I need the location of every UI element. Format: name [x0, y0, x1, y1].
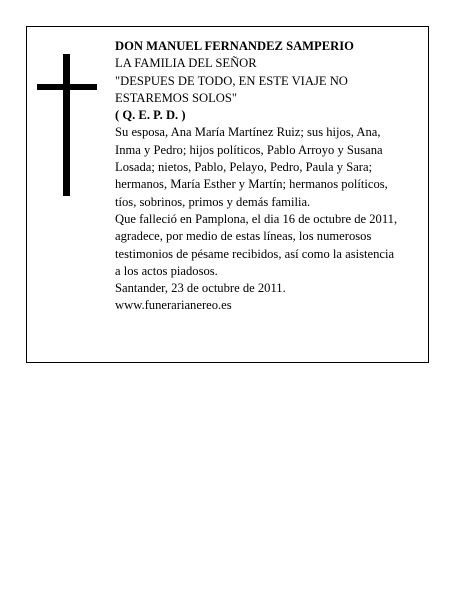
- body-line: Losada; nietos, Pablo, Pelayo, Pedro, Paula y Sara;: [115, 160, 373, 175]
- body-line: agradece, por medio de estas líneas, los numerosos: [115, 229, 372, 244]
- body-line: tíos, sobrinos, primos y demás familia.: [115, 194, 311, 209]
- cross-horizontal-bar: [37, 84, 97, 90]
- body-line: testimonios de pésame recibidos, así como la asistencia: [115, 246, 395, 261]
- cross-vertical-bar: [63, 54, 70, 196]
- rip-line: ( Q. E. P. D. ): [115, 108, 186, 123]
- family-line: LA FAMILIA DEL SEÑOR: [115, 56, 257, 71]
- body-line: Su esposa, Ana María Martínez Ruiz; sus hijos, Ana,: [115, 125, 381, 140]
- deceased-name: DON MANUEL FERNANDEZ SAMPERIO: [115, 39, 354, 53]
- quote-line: ESTAREMOS SOLOS": [115, 90, 238, 105]
- body-line: a los actos piadosos.: [115, 263, 218, 278]
- quote-line: "DESPUES DE TODO, EN ESTE VIAJE NO: [115, 73, 348, 88]
- body-line: Inma y Pedro; hijos políticos, Pablo Arroyo y Susana: [115, 142, 383, 157]
- website-link[interactable]: www.funerarianereo.es: [115, 298, 232, 313]
- notice-text: [115, 38, 427, 315]
- body-line: Que falleció en Pamplona, el dia 16 de octubre de 2011,: [115, 211, 398, 226]
- place-date: Santander, 23 de octubre de 2011.: [115, 281, 286, 296]
- body-line: hermanos, María Esther y Martín; hermanos políticos,: [115, 177, 388, 192]
